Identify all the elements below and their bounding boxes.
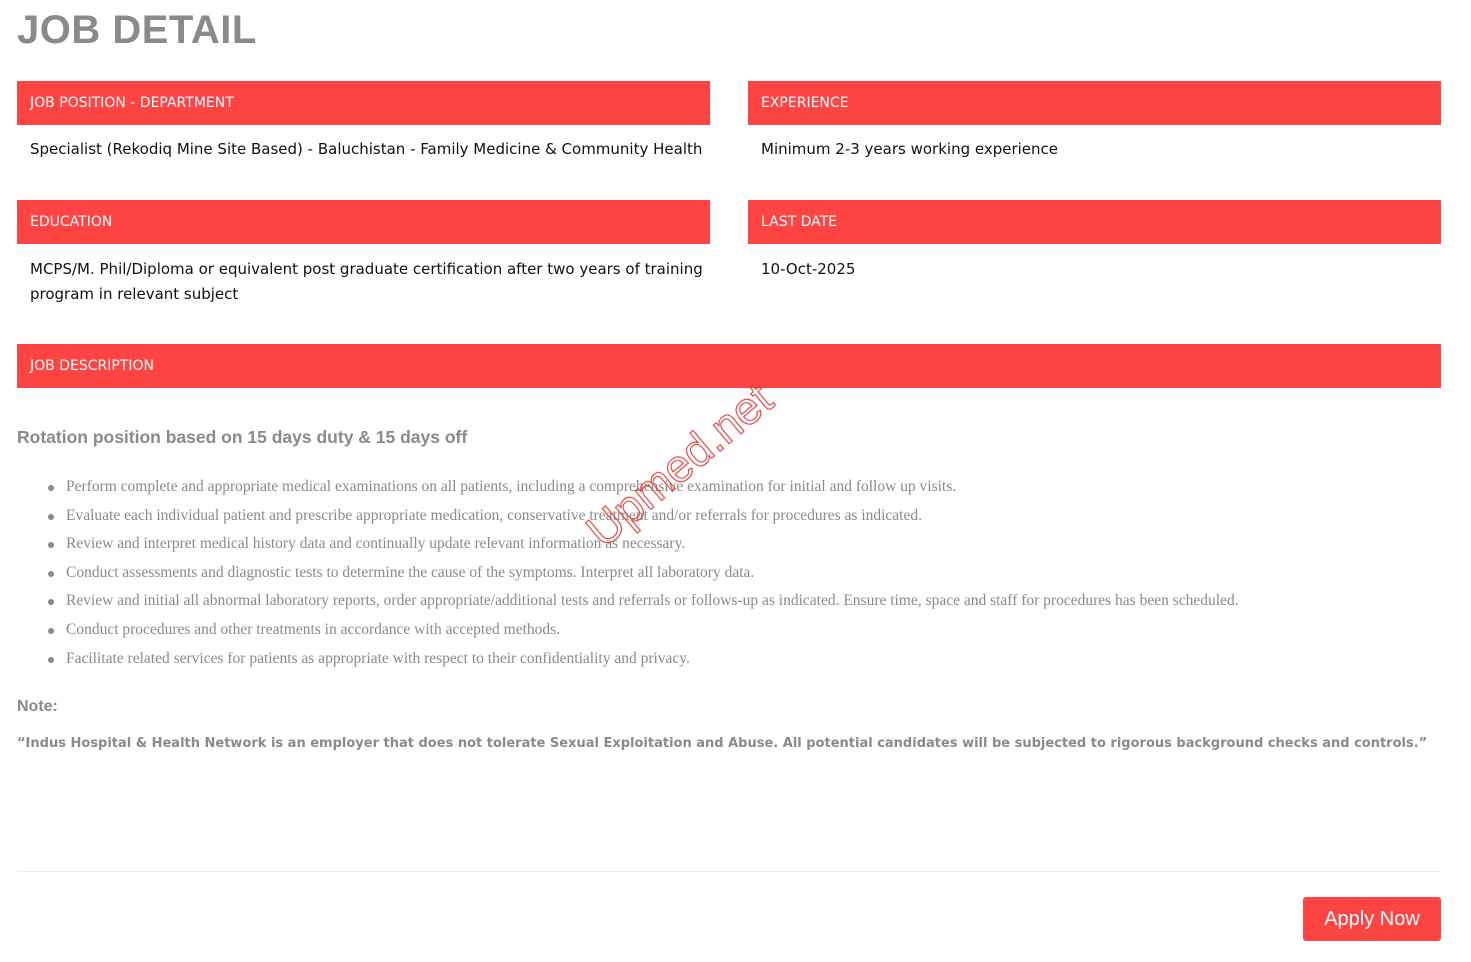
- duty-item: Evaluate each individual patient and prescribe appropriate medication, conservative treatment and/or referrals for procedures as indicated.: [66, 502, 1466, 531]
- section-header-education: EDUCATION: [17, 200, 710, 244]
- note-text: “Indus Hospital & Health Network is an employer that does not tolerate Sexual Exploitation and Abuse. All potential candidates will be subjected to rigorous background checks and controls.”: [17, 736, 1428, 751]
- section-header-last-date: LAST DATE: [748, 200, 1441, 244]
- last-date-value: 10-Oct-2025: [761, 260, 856, 278]
- job-position-value: Specialist (Rekodiq Mine Site Based) - Baluchistan - Family Medicine & Community Health: [30, 140, 703, 158]
- duty-item: Conduct assessments and diagnostic tests to determine the cause of the symptoms. Interpret all laboratory data.: [66, 559, 1466, 588]
- duty-item: Conduct procedures and other treatments in accordance with accepted methods.: [66, 616, 1466, 645]
- section-header-job-description: JOB DESCRIPTION: [17, 344, 1441, 388]
- apply-now-button[interactable]: Apply Now: [1303, 897, 1441, 941]
- page-title: JOB DETAIL: [17, 8, 257, 52]
- section-header-experience: EXPERIENCE: [748, 81, 1441, 125]
- rotation-heading: Rotation position based on 15 days duty & 15 days off: [17, 427, 468, 447]
- footer-divider: [17, 871, 1441, 872]
- duty-item: Perform complete and appropriate medical examinations on all patients, including a comprehensive examination for initial and follow up visits.: [66, 473, 1466, 502]
- duties-list: [30, 473, 1466, 673]
- experience-value: Minimum 2-3 years working experience: [761, 140, 1058, 158]
- duty-item: Review and interpret medical history data and continually update relevant information as necessary.: [66, 530, 1466, 559]
- section-header-job-position: JOB POSITION - DEPARTMENT: [17, 81, 710, 125]
- watermark-text: Upmed.net: [576, 372, 783, 557]
- duty-item: Review and initial all abnormal laboratory reports, order appropriate/additional tests and referrals or follows-up as indicated. Ensure time, space and staff for procedures has been scheduled.: [66, 587, 1466, 616]
- note-label: Note:: [17, 698, 58, 715]
- education-value: MCPS/M. Phil/Diploma or equivalent post graduate certification after two years of training program in relevant subject: [30, 260, 703, 303]
- duty-item: Facilitate related services for patients as appropriate with respect to their confidentiality and privacy.: [66, 645, 1466, 674]
